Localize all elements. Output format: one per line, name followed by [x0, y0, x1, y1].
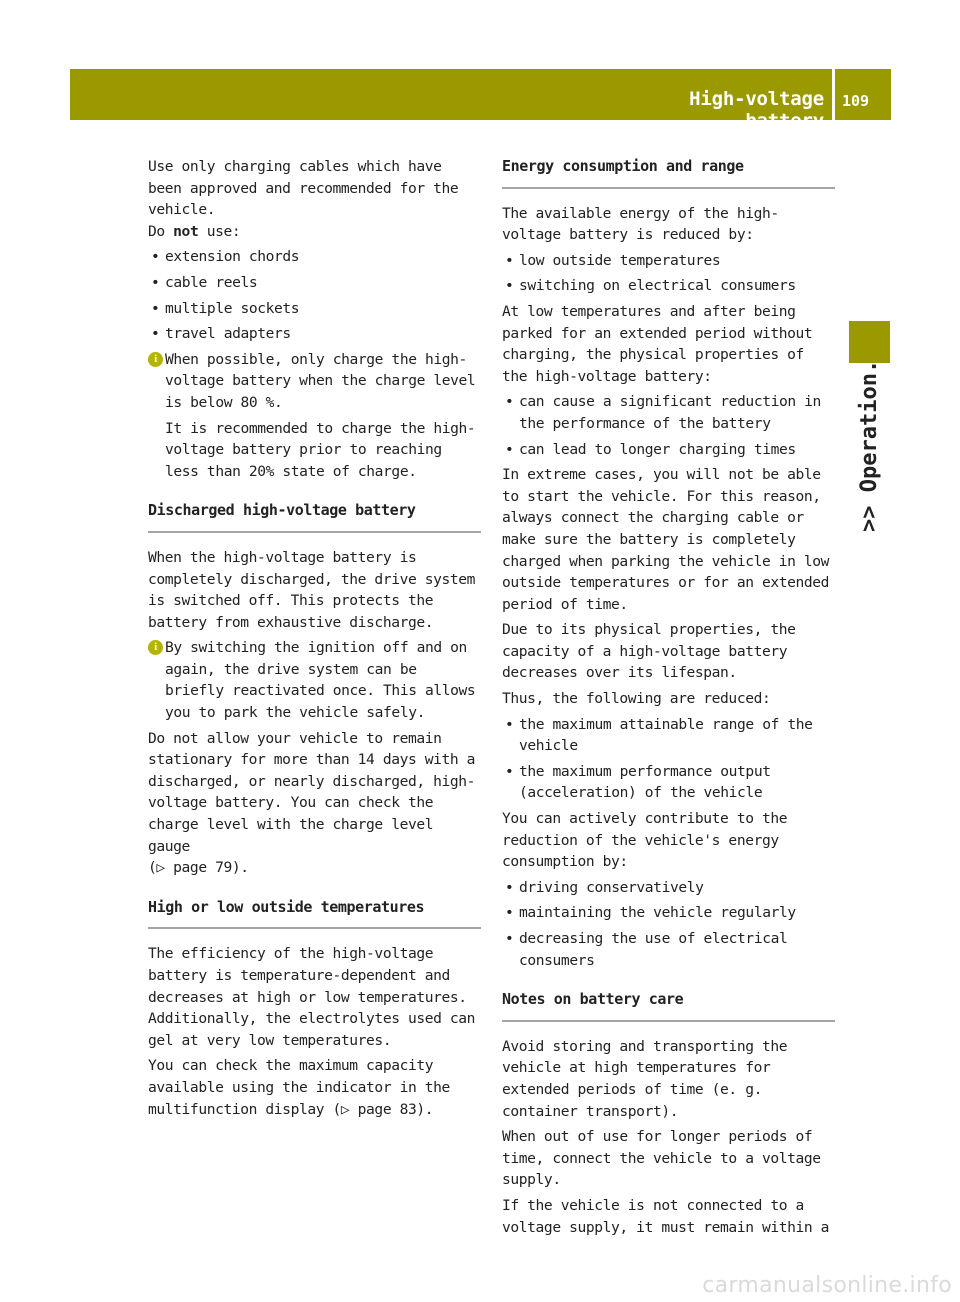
list-item: • the maximum performance output (acceleration) of the vehicle [502, 761, 835, 804]
paragraph: The efficiency of the high-voltage battery is temperature-dependent and decreases at high or low temperatures. Additionally, the electrolytes used can gel at very low temperatures. [148, 945, 476, 1049]
list-item: • maintaining the vehicle regularly [502, 902, 835, 924]
list-item: • travel adapters [148, 323, 481, 345]
intro-text: Use only charging cables which have been approved and recommended for the vehicle. Do not use: [148, 158, 459, 240]
section-heading: High or low outside temperatures [148, 897, 481, 930]
right-column [502, 156, 835, 1242]
info-note: i When possible, only charge the high-voltage battery when the charge level is below 80 %. It is recommended to charge the high-voltage battery prior to reaching less than 20% state of charge. [148, 349, 481, 483]
page-reference-link[interactable]: (▷ page 79). [148, 859, 249, 877]
paragraph: When the high-voltage battery is completely discharged, the drive system is switched off. This protects the battery from exhaustive discharge. [148, 548, 476, 631]
list-item: • switching on electrical consumers [502, 275, 835, 297]
list-item: • decreasing the use of electrical consumers [502, 928, 835, 971]
paragraph: At low temperatures and after being parked for an extended period without charging, the physical properties of the high-voltage battery: [502, 302, 813, 385]
section-heading: Discharged high-voltage battery [148, 500, 481, 533]
info-icon: i [148, 640, 163, 655]
paragraph: In extreme cases, you will not be able to start the vehicle. For this reason, always connect the charging cable or make sure the battery is completely charged when parking the vehicle in low outside temperatures or for an extended period of time. [502, 466, 830, 613]
list-item: • the maximum attainable range of the vehicle [502, 714, 835, 757]
info-note: i By switching the ignition off and on again, the drive system can be briefly reactivated once. This allows you to park the vehicle safely. [148, 637, 481, 723]
paragraph: Thus, the following are reduced: [502, 690, 771, 708]
left-column [148, 156, 481, 1124]
info-icon: i [148, 352, 163, 367]
paragraph: If the vehicle is not connected to a voltage supply, it must remain within a [502, 1196, 830, 1236]
paragraph: When out of use for longer periods of time, connect the vehicle to a voltage supply. [502, 1128, 821, 1189]
section-heading: Energy consumption and range [502, 156, 835, 189]
section-tab-marker [849, 321, 890, 363]
list-item: • can cause a significant reduction in the performance of the battery [502, 391, 835, 434]
page-title: High-voltage battery [689, 88, 824, 132]
list-item: • driving conservatively [502, 877, 835, 899]
paragraph: Due to its physical properties, the capacity of a high-voltage battery decreases over its lifespan. [502, 621, 796, 682]
paragraph: You can actively contribute to the reduction of the vehicle's energy consumption by: [502, 810, 788, 871]
paragraph: The available energy of the high-voltage battery is reduced by: [502, 204, 779, 244]
paragraph: Do not allow your vehicle to remain stationary for more than 14 days with a discharged, or nearly discharged, high-voltage battery. You can check the charge level with the charge level gauge (▷ page 79). [148, 729, 476, 877]
list-item: • low outside temperatures [502, 250, 835, 272]
section-heading: Notes on battery care [502, 989, 835, 1022]
list-item: • cable reels [148, 272, 481, 294]
paragraph: Avoid storing and transporting the vehicle at high temperatures for extended periods of time (e. g. container transport). [502, 1037, 788, 1120]
list-item: • can lead to longer charging times [502, 439, 835, 461]
watermark: carmanualsonline.info [702, 1273, 952, 1298]
page-number: 109 [842, 92, 870, 110]
section-tab-label: >> Operation. [857, 359, 882, 532]
header-separator [832, 69, 835, 120]
list-item: • extension chords [148, 246, 481, 268]
paragraph: You can check the maximum capacity available using the indicator in the multifunction display (▷ page 83). [148, 1057, 450, 1118]
list-item: • multiple sockets [148, 298, 481, 320]
